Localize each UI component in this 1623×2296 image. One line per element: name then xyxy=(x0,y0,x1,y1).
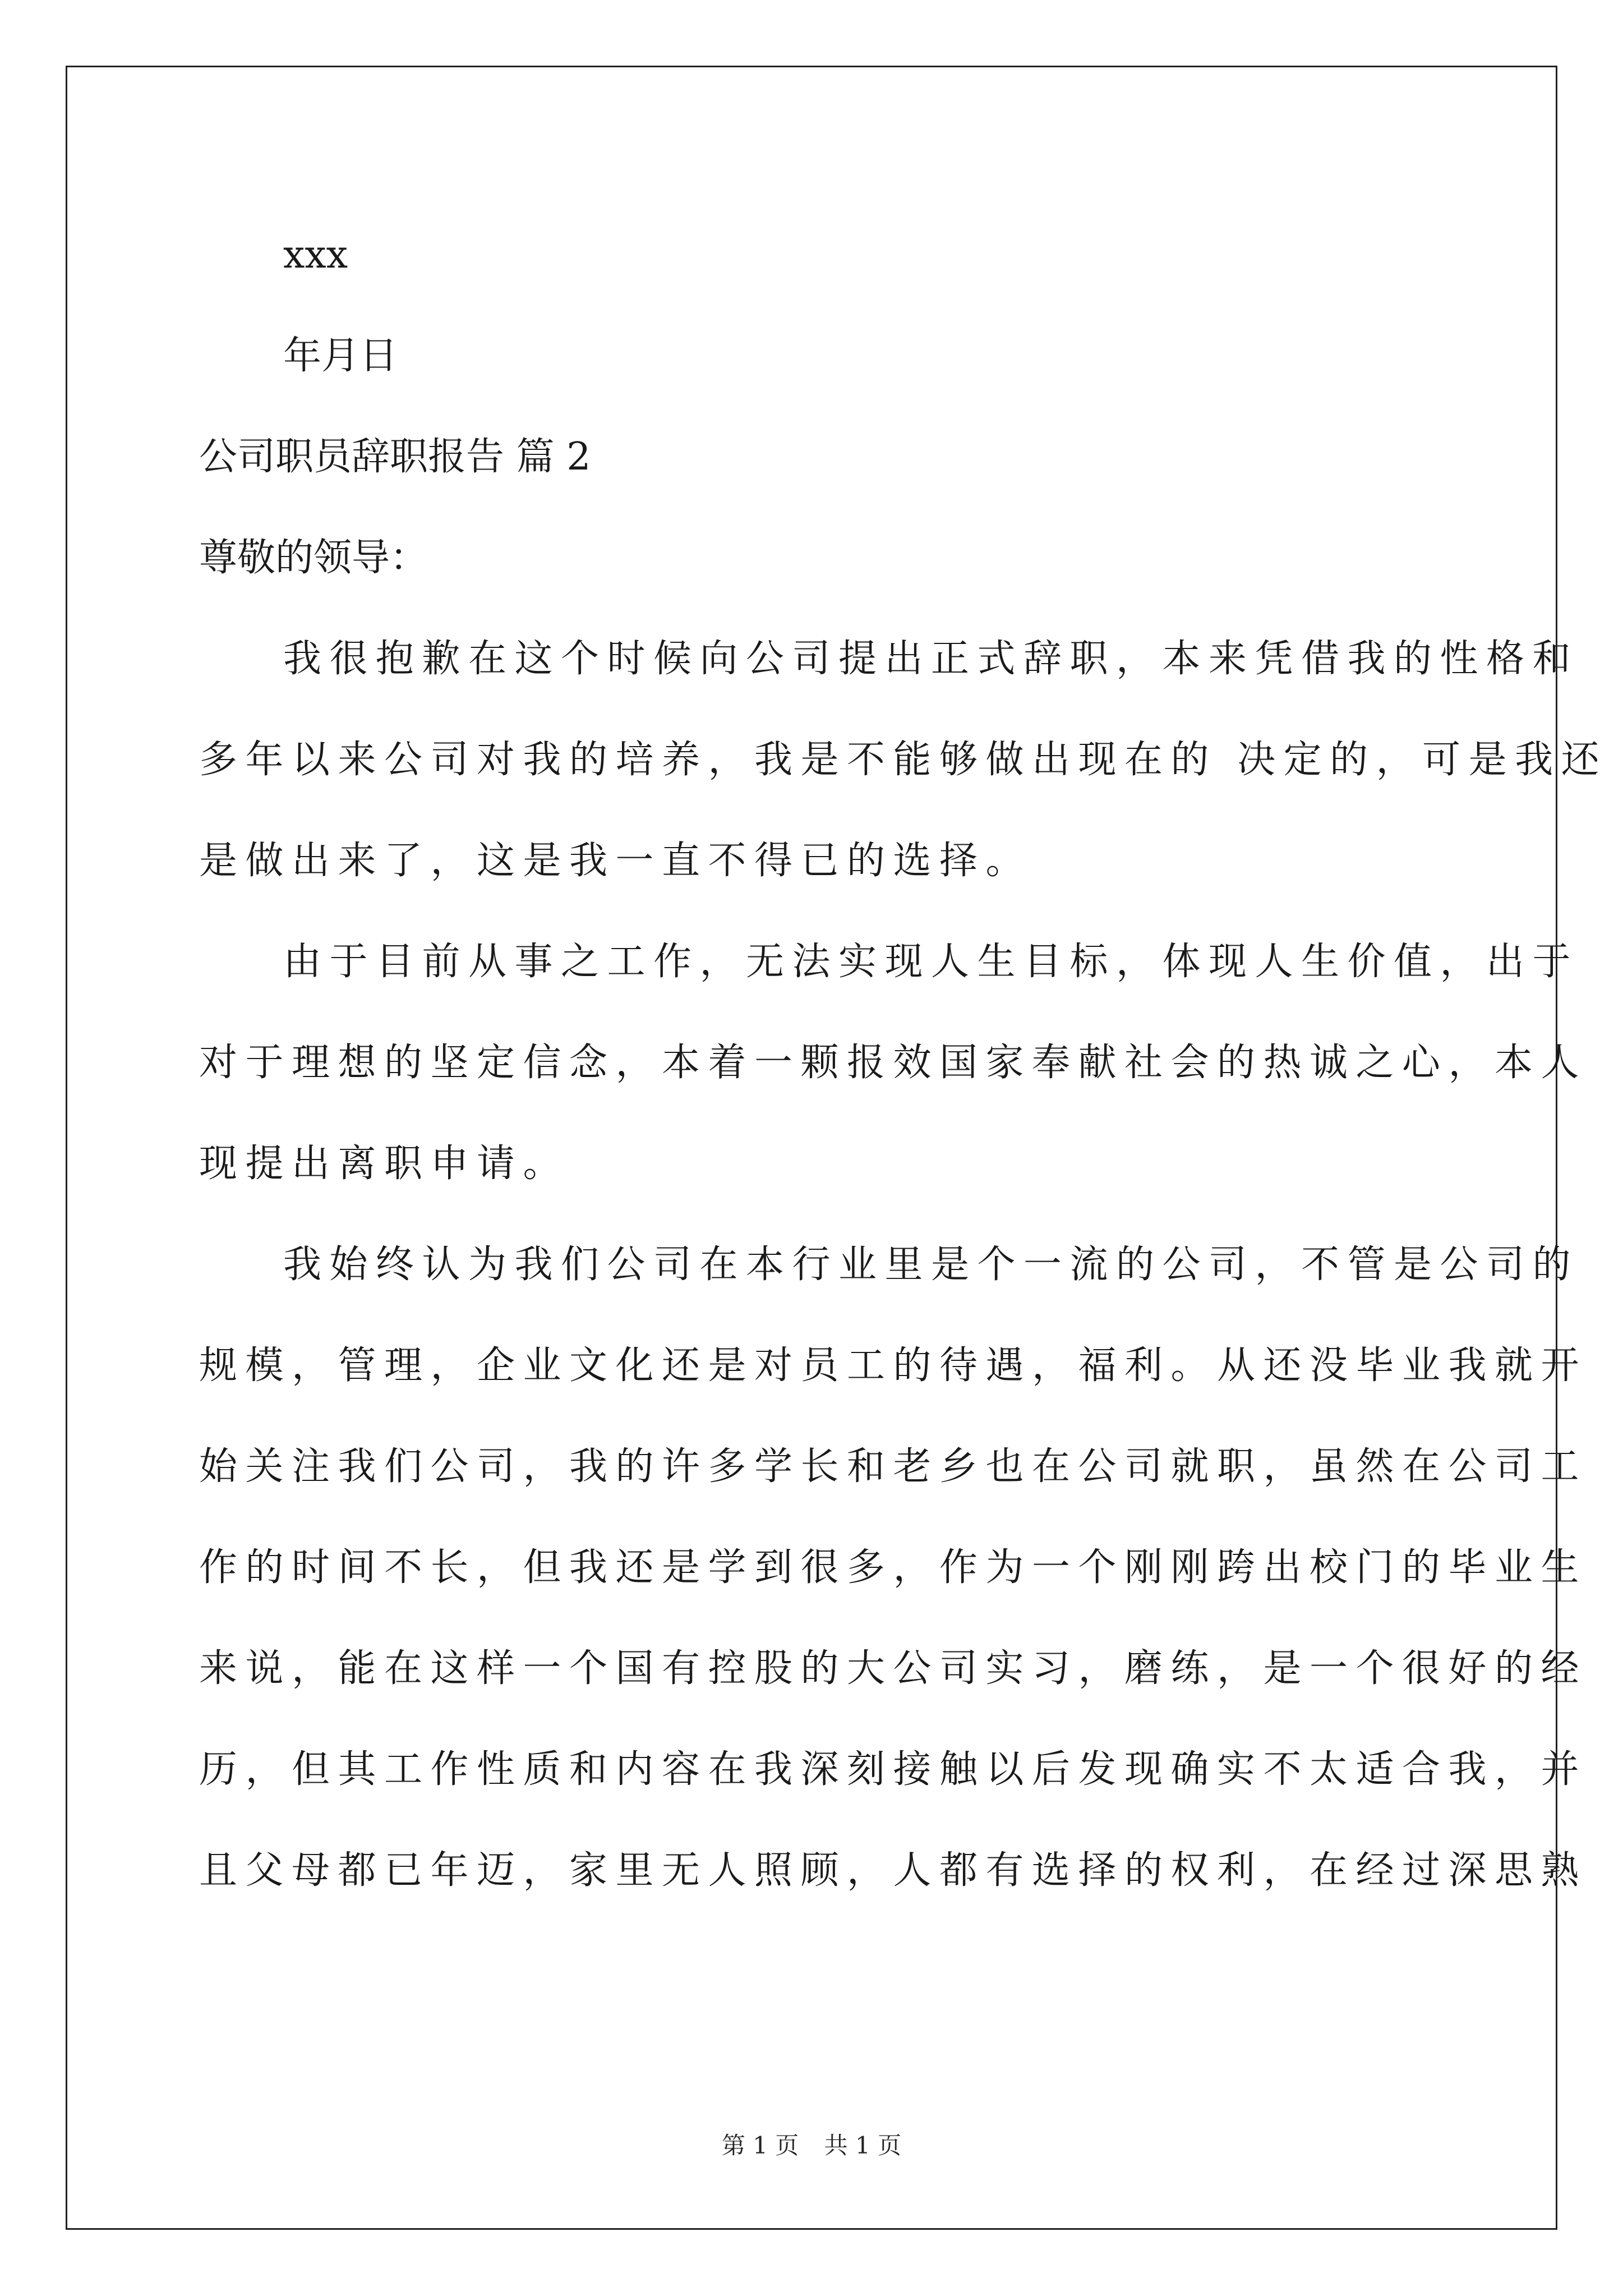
date-line: 年月日 xyxy=(283,334,398,378)
paragraph-3-line-2: 规模，管理，企业文化还是对员工的待遇，福利。从还没毕业我就开 xyxy=(199,1343,1588,1388)
paragraph-3-line-3: 始关注我们公司，我的许多学长和老乡也在公司就职，虽然在公司工 xyxy=(199,1444,1588,1489)
salutation: 尊敬的领导： xyxy=(199,536,428,580)
signature-name: xxx xyxy=(283,233,348,277)
paragraph-2-line-3: 现提出离职申请。 xyxy=(199,1142,570,1186)
page-current: 第 1 页 xyxy=(721,2132,799,2159)
section-title: 公司职员辞职报告 篇 2 xyxy=(199,435,591,479)
page-total: 共 1 页 xyxy=(824,2132,902,2159)
paragraph-1-line-3: 是做出来了，这是我一直不得已的选择。 xyxy=(199,839,1032,883)
paragraph-1-line-1: 我很抱歉在这个时候向公司提出正式辞职，本来凭借我的性格和 xyxy=(283,637,1579,681)
paragraph-3-line-5: 来说，能在这样一个国有控股的大公司实习，磨练，是一个很好的经 xyxy=(199,1646,1588,1691)
paragraph-1-line-2: 多年以来公司对我的培养，我是不能够做出现在的 决定的，可是我还 xyxy=(199,738,1608,782)
paragraph-3-line-1: 我始终认为我们公司在本行业里是个一流的公司，不管是公司的 xyxy=(283,1243,1579,1287)
paragraph-3-line-4: 作的时间不长，但我还是学到很多，作为一个刚刚跨出校门的毕业生 xyxy=(199,1545,1588,1590)
paragraph-2-line-1: 由于目前从事之工作，无法实现人生目标，体现人生价值，出于 xyxy=(283,940,1579,984)
page-footer xyxy=(0,2129,1623,2162)
paragraph-2-line-2: 对于理想的坚定信念，本着一颗报效国家奉献社会的热诚之心，本人 xyxy=(199,1041,1588,1085)
paragraph-3-line-7: 且父母都已年迈，家里无人照顾，人都有选择的权利，在经过深思熟 xyxy=(199,1848,1588,1893)
paragraph-3-line-6: 历，但其工作性质和内容在我深刻接触以后发现确实不太适合我，并 xyxy=(199,1747,1588,1792)
